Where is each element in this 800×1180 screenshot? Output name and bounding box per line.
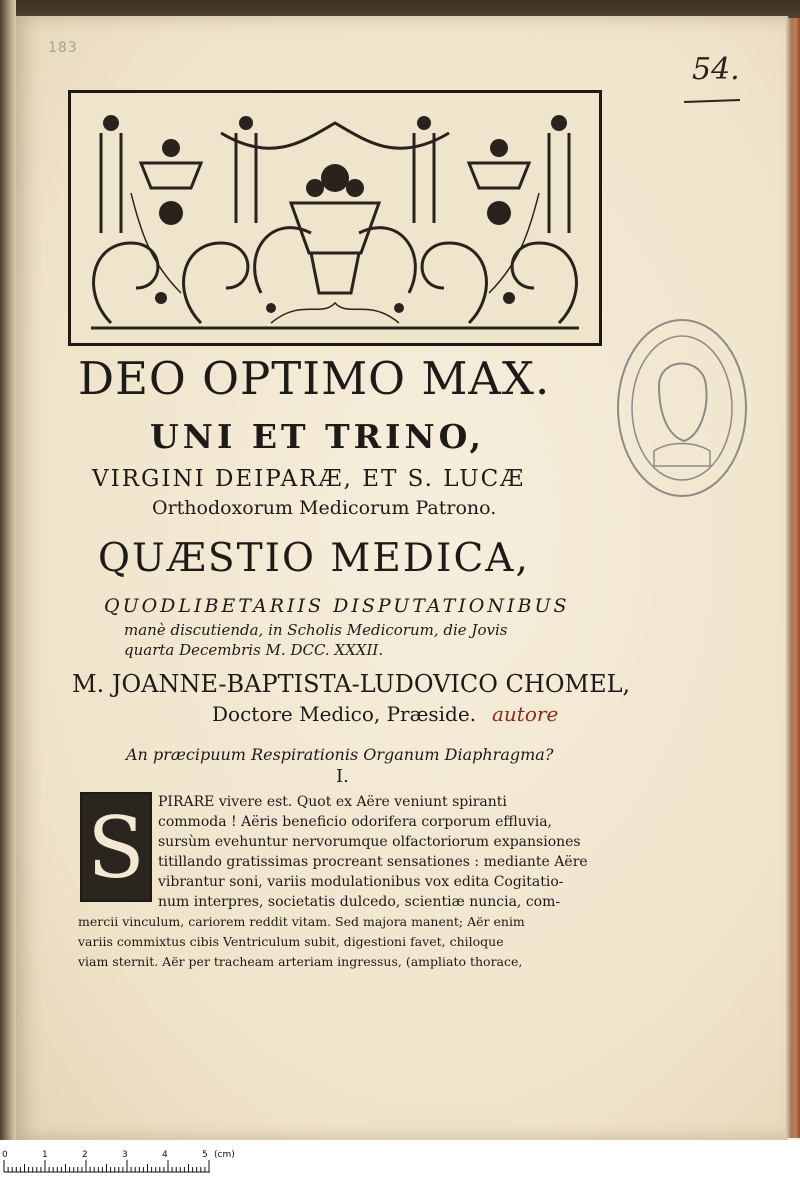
body-line: sursùm evehuntur nervorumque olfactoriorum expansiones xyxy=(158,834,581,850)
thesis-question: An præcipuum Respirationis Organum Diaphragma? xyxy=(126,745,554,764)
book-gutter xyxy=(0,0,16,1140)
disputation-date: quarta Decembris M. DCC. XXXII. xyxy=(124,641,384,659)
body-line: viam sternit. Aër per tracheam arteriam ingressus, (ampliato thorace, xyxy=(78,954,523,969)
handwritten-autore: autore xyxy=(492,702,559,726)
dedication-line-2: UNI ET TRINO, xyxy=(150,417,485,456)
ruler-label-2: 2 xyxy=(82,1150,88,1160)
thesis-title: QUÆSTIO MEDICA, xyxy=(98,536,530,581)
disputation-type: QUODLIBETARIIS DISPUTATIONIBUS xyxy=(104,595,570,617)
ruler-label-5: 5 xyxy=(202,1150,208,1160)
body-line: vibrantur soni, variis modulationibus vox edita Cogitatio- xyxy=(158,874,564,890)
ornamental-headpiece-image xyxy=(68,90,602,346)
handwritten-folio-number: 54. xyxy=(692,52,740,87)
disputation-details: manè discutienda, in Scholis Medicorum, die Jovis xyxy=(124,621,508,639)
ruler-label-4: 4 xyxy=(162,1150,168,1160)
dedication-line-4: Orthodoxorum Medicorum Patrono. xyxy=(152,497,497,519)
dedication-line-3: VIRGINI DEIPARÆ, ET S. LUCÆ xyxy=(92,466,526,492)
body-line: mercii vinculum, cariorem reddit vitam. Sed majora manent; Aër enim xyxy=(78,914,525,929)
president-name: M. JOANNE-BAPTISTA-LUDOVICO CHOMEL, xyxy=(72,670,631,698)
page-edge xyxy=(786,18,800,1138)
body-line: variis commixtus cibis Ventriculum subit, digestioni favet, chiloque xyxy=(78,934,504,949)
body-line: num interpres, societatis dulcedo, scientiæ nuncia, com- xyxy=(158,894,561,910)
dedication-line-1: DEO OPTIMO MAX. xyxy=(78,352,551,405)
decorated-drop-cap xyxy=(80,792,152,902)
body-line: PIRARE vivere est. Quot ex Aëre veniunt spiranti xyxy=(158,794,507,810)
library-stamp-image xyxy=(614,316,750,500)
drop-cap-letter: S xyxy=(87,799,145,897)
president-title: Doctore Medico, Præside. xyxy=(212,702,477,726)
ruler-label-1: 1 xyxy=(42,1150,48,1160)
section-numeral: I. xyxy=(336,766,349,787)
pencil-shelf-number: 183 xyxy=(48,40,78,56)
ruler-unit: (cm) xyxy=(214,1150,235,1160)
ruler-label-0: 0 xyxy=(2,1150,8,1160)
ruler-label-3: 3 xyxy=(122,1150,128,1160)
body-line: titillando gratissimas procreant sensationes : mediante Aëre xyxy=(158,854,588,870)
body-line: commoda ! Aëris beneficio odorifera corporum effluvia, xyxy=(158,814,553,830)
